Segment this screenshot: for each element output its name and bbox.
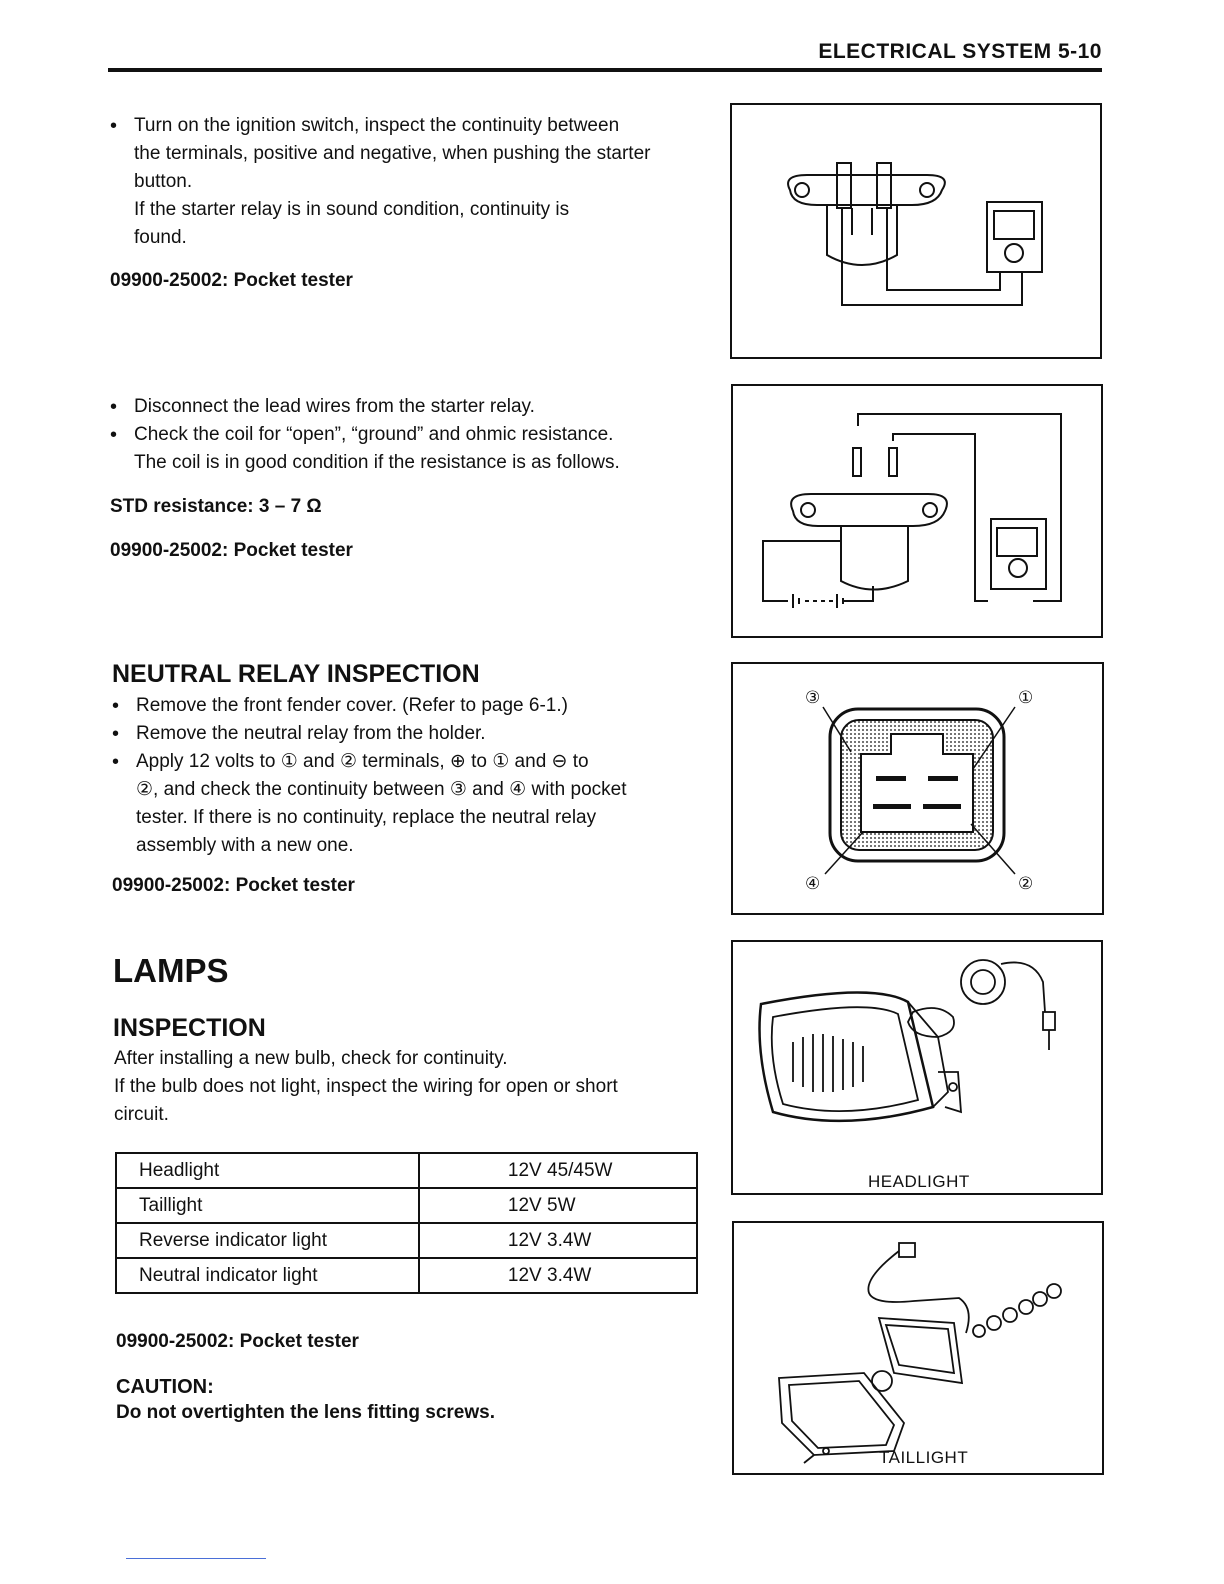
relay-tester-illustration [732,105,1100,357]
page-header [108,38,1102,72]
text-line: The coil is in good condition if the resistance is as follows. [134,452,620,473]
text-line: the terminals, positive and negative, when pushing the starter [134,143,651,164]
text-line: If the starter relay is in sound condition, continuity is [134,199,570,220]
starter-continuity-section [110,112,695,252]
table-cell: 12V 3.4W [419,1258,697,1293]
caution-text: Do not overtighten the lens fitting screws. [116,1402,495,1423]
figure-coil-resistance [731,384,1103,638]
inspection-heading: INSPECTION [113,1014,266,1042]
caution-title: CAUTION: [116,1376,214,1398]
headlight-illustration [733,942,1101,1193]
text-line: • Remove the neutral relay from the holder. [136,723,486,744]
text-line: found. [134,227,187,248]
coil-bullet-1 [110,393,700,421]
neutral-relay-section [112,692,697,860]
tool-note-4: 09900-25002: Pocket tester [116,1331,359,1352]
page-title: ELECTRICAL SYSTEM 5-10 [818,40,1102,63]
std-resistance: STD resistance: 3 – 7 Ω [110,496,322,517]
taillight-label: TAILLIGHT [879,1448,969,1467]
neutral-bullet-3 [112,748,697,860]
table-cell: 12V 45/45W [419,1153,697,1188]
text-line: ②, and check the continuity between ③ and ④ with pocket [136,779,627,800]
table-cell: Taillight [116,1188,419,1223]
table-cell: 12V 5W [419,1188,697,1223]
table-cell: Neutral indicator light [116,1258,419,1293]
text-line: circuit. [114,1104,169,1125]
neutral-bullet-2 [112,720,697,748]
table-row [116,1223,697,1258]
terminal-4-label: ④ [805,874,821,893]
text-line: • Turn on the ignition switch, inspect the continuity between [134,115,620,136]
taillight-illustration [734,1223,1102,1473]
text-line: button. [134,171,193,192]
table-cell: Reverse indicator light [116,1223,419,1258]
table-row [116,1153,697,1188]
text-line: If the bulb does not light, inspect the wiring for open or short [114,1076,618,1097]
neutral-relay-illustration [733,664,1102,913]
starter-bullet [110,112,695,252]
figure-relay-continuity [730,103,1102,359]
headlight-label: HEADLIGHT [868,1172,970,1191]
neutral-relay-heading: NEUTRAL RELAY INSPECTION [112,660,480,688]
table-row [116,1188,697,1223]
table-cell: Headlight [116,1153,419,1188]
table-row [116,1258,697,1293]
bulb-spec-table [115,1152,698,1294]
text-line: • Check the coil for “open”, “ground” and ohmic resistance. [134,424,614,445]
text-line: • Disconnect the lead wires from the starter relay. [134,396,535,417]
figure-headlight [731,940,1103,1195]
neutral-bullet-1 [112,692,697,720]
figure-taillight [732,1221,1104,1475]
terminal-1-label: ① [1018,688,1034,707]
table-cell: 12V 3.4W [419,1223,697,1258]
terminal-3-label: ③ [805,688,821,707]
figure-neutral-relay [731,662,1104,915]
tool-note-1: 09900-25002: Pocket tester [110,270,353,291]
coil-bullet-2 [110,421,700,477]
lamps-heading: LAMPS [113,952,229,989]
tool-note-2: 09900-25002: Pocket tester [110,540,353,561]
coil-tester-illustration [733,386,1101,636]
text-line: After installing a new bulb, check for continuity. [114,1048,508,1069]
footer-rule [126,1558,266,1559]
lamps-text [114,1045,704,1129]
text-line: • Apply 12 volts to ① and ② terminals, ⊕ to ① and ⊖ to [136,751,589,772]
text-line: assembly with a new one. [136,835,354,856]
text-line: • Remove the front fender cover. (Refer to page 6-1.) [136,695,568,716]
tool-note-3: 09900-25002: Pocket tester [112,875,355,896]
coil-check-section [110,393,700,477]
terminal-2-label: ② [1018,874,1034,893]
text-line: tester. If there is no continuity, replace the neutral relay [136,807,597,828]
